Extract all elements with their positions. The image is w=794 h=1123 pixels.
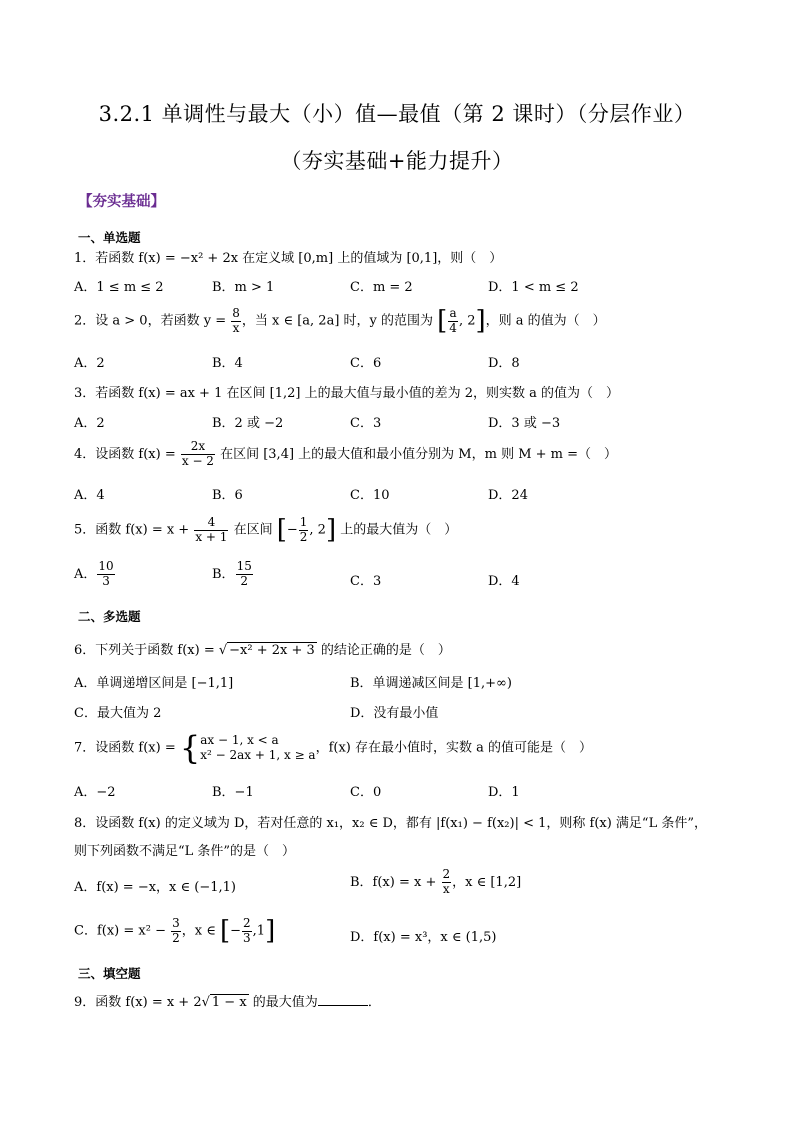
option-d: D．没有最小值 — [350, 706, 439, 721]
question-7: 7．设函数 f(x) = { ax − 1, x < a x² − 2ax + 1, x ≥ a ，f(x) 存在最小值时，实数 a 的值可能是（ ） — [74, 729, 593, 767]
option-c: C．m = 2 — [350, 280, 413, 295]
fraction: $\frac{a}{4}$ — [449, 305, 457, 335]
question-6-options — [74, 672, 634, 720]
heading-multi-choice: 二、多选题 — [78, 609, 141, 624]
fraction: $\frac{8}{x}$ — [232, 305, 240, 335]
question-8-line-1: 8．设函数 f(x) 的定义域为 D，若对任意的 x₁，x₂ ∈ D，都有 |f(x₁) − f(x₂)| < 1，则称 f(x) 满足“L 条件”， — [74, 816, 707, 831]
option-c: C．6 — [350, 356, 382, 371]
option-a: A．2 — [74, 416, 105, 431]
option-c: C．3 — [350, 416, 382, 431]
fraction: $\frac{2x}{x - 2}$ — [181, 439, 214, 468]
heading-single-choice: 一、单选题 — [78, 230, 141, 245]
option-a: A．单调递增区间是 [−1,1] — [74, 676, 234, 691]
option-a: A．4 — [74, 488, 105, 503]
piecewise-cases: ax − 1, x < a x² − 2ax + 1, x ≥ a — [200, 733, 316, 762]
question-4: 4．设函数 f(x) = $\frac{2x}{x - 2}$ 在区间 [3,4] 上的最大值和最小值分别为 M，m 则 M + m =（ ） — [74, 439, 618, 468]
option-b: B．6 — [212, 488, 243, 503]
option-b: B．−1 — [212, 785, 254, 800]
page-subtitle: （夯实基础+能力提升） — [280, 149, 514, 173]
question-2: 2．设 a > 0，若函数 y = $\frac{8}{x}$ ，当 x ∈ [a, 2a] 时，y 的范围为 [ $\frac{a}{4}$ , 2]，则 a 的值为（ ） — [74, 305, 606, 336]
fraction: $\frac{4}{x + 1}$ — [195, 514, 228, 544]
option-c: C．0 — [350, 785, 382, 800]
question-8-line-2: 则下列函数不满足“L 条件”的是（ ） — [74, 844, 296, 859]
answer-blank[interactable] — [318, 1005, 368, 1006]
option-a: A．1 ≤ m ≤ 2 — [74, 280, 164, 295]
question-3: 3．若函数 f(x) = ax + 1 在区间 [1,2] 上的最大值与最小值的差为 2，则实数 a 的值为（ ） — [74, 386, 619, 401]
option-d: D．4 — [488, 574, 520, 589]
option-d: D．1 — [488, 785, 520, 800]
question-5: 5．函数 f(x) = x + $\frac{4}{x + 1}$ 在区间 [− $\frac{1}{2}$ , 2] 上的最大值为（ ） — [74, 514, 458, 545]
question-8-options — [74, 867, 634, 946]
option-b: B．2 或 −2 — [212, 416, 284, 431]
option-c: C．最大值为 2 — [74, 706, 162, 721]
option-b: B．m > 1 — [212, 280, 275, 295]
question-6: 6．下列关于函数 f(x) = √ −x² + 2x + 3 的结论正确的是（ ） — [74, 643, 451, 658]
page-title: 3.2.1 单调性与最大（小）值—最值（第 2 课时）（分层作业） — [98, 102, 696, 126]
fraction: $\frac{1}{2}$ — [299, 514, 308, 544]
option-a: A．2 — [74, 356, 105, 371]
question-9: 9．函数 f(x) = x + 2√ 1 − x 的最大值为 ． — [74, 995, 381, 1010]
option-d: D．1 < m ≤ 2 — [488, 280, 579, 295]
option-d: D．24 — [488, 488, 528, 503]
option-b: B．f(x) = x + $\frac{2}{x}$ ，x ∈ [1,2] — [350, 867, 522, 896]
option-c: C．3 — [350, 574, 382, 589]
option-a: A．−2 — [74, 785, 116, 800]
option-b: B．单调递减区间是 [1,+∞) — [350, 676, 512, 691]
option-b: B．4 — [212, 356, 243, 371]
heading-fill-in: 三、填空题 — [78, 966, 141, 981]
option-d: D．3 或 −3 — [488, 416, 561, 431]
option-d: D．f(x) = x³，x ∈ (1,5) — [350, 930, 497, 945]
option-a: A．f(x) = −x，x ∈ (−1,1) — [74, 880, 236, 895]
option-b: B． $\frac{15}{2}$ — [212, 559, 252, 588]
section-label: 【夯实基础】 — [78, 194, 165, 210]
option-d: D．8 — [488, 356, 520, 371]
option-c: C．f(x) = x² − $\frac{3}{2}$ ，x ∈ [− $\frac{2}{3}$ ,1] — [74, 915, 276, 946]
question-1: 1．若函数 f(x) = −x² + 2x 在定义域 [0,m] 上的值域为 [0,1]，则（ ） — [74, 251, 503, 266]
option-c: C．10 — [350, 488, 390, 503]
option-a: A． $\frac{10}{3}$ — [74, 559, 114, 588]
